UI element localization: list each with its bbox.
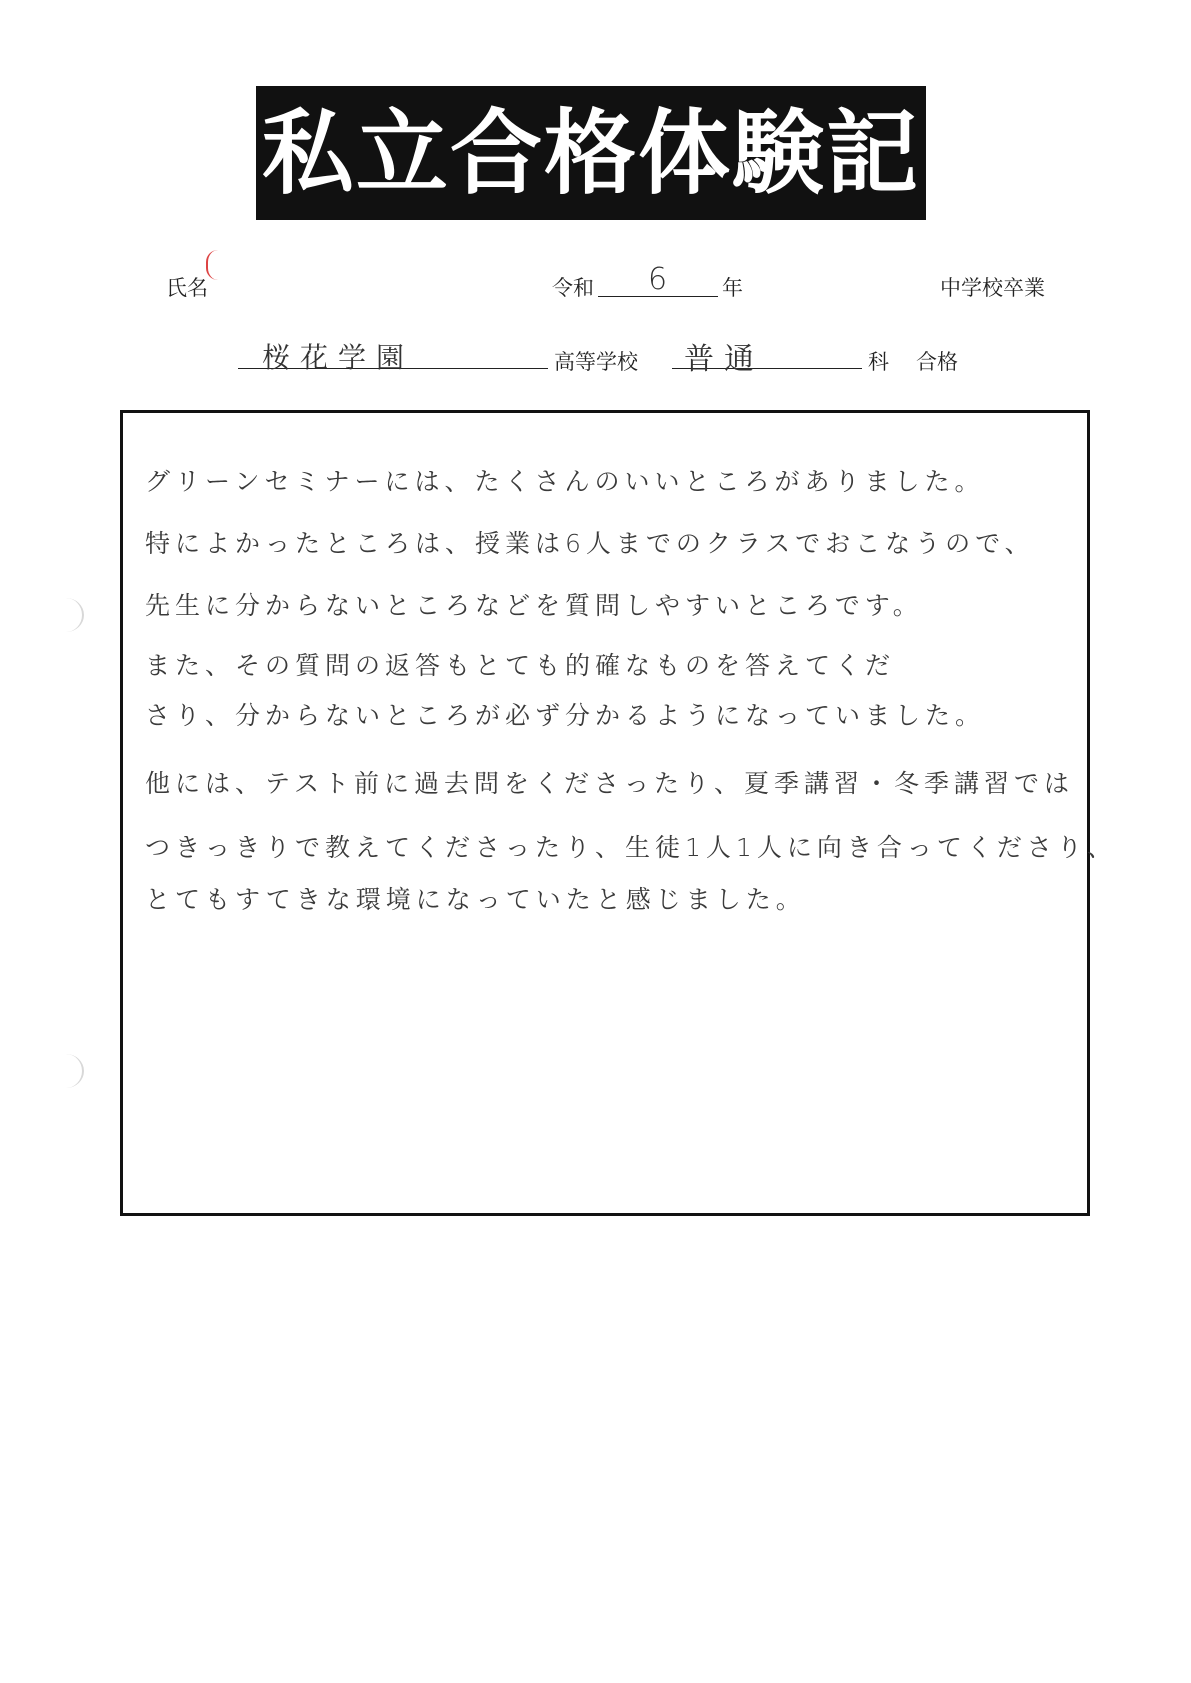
course-label: 科 bbox=[868, 350, 889, 374]
course-value: 普通 bbox=[684, 342, 764, 377]
high-school-label: 高等学校 bbox=[554, 350, 638, 374]
essay-line: また、その質問の返答もとても的確なものを答えてくだ bbox=[145, 651, 896, 680]
punch-hole-mark bbox=[48, 1054, 84, 1088]
essay-line: 先生に分からないところなどを質問しやすいところです。 bbox=[145, 591, 923, 620]
era-label: 令和 bbox=[552, 276, 594, 300]
essay-line: 特によかったところは、授業は6人までのクラスでおこなうので、 bbox=[145, 529, 1035, 558]
year-label: 年 bbox=[722, 276, 743, 300]
pass-label: 合格 bbox=[916, 350, 958, 374]
red-check-mark bbox=[206, 250, 218, 280]
year-value: 6 bbox=[648, 262, 668, 297]
essay-line: とてもすてきな環境になっていたと感じました。 bbox=[145, 885, 806, 914]
essay-line: グリーンセミナーには、たくさんのいいところがありました。 bbox=[145, 467, 985, 496]
essay-line: 他には、テスト前に過去問をくださったり、夏季講習・冬季講習では bbox=[145, 769, 1075, 798]
school-value: 桜花学園 bbox=[262, 341, 415, 374]
punch-hole-mark bbox=[48, 598, 84, 632]
title-banner bbox=[256, 86, 926, 220]
page-title: 私立合格体験記 bbox=[261, 99, 920, 207]
essay-line: さり、分からないところが必ず分かるようになっていました。 bbox=[145, 701, 986, 730]
essay-line: つきっきりで教えてくださったり、生徒1人1人に向き合ってくださり、 bbox=[145, 833, 1117, 862]
name-label: 氏名 bbox=[166, 276, 208, 300]
graduation-label: 中学校卒業 bbox=[940, 276, 1045, 300]
